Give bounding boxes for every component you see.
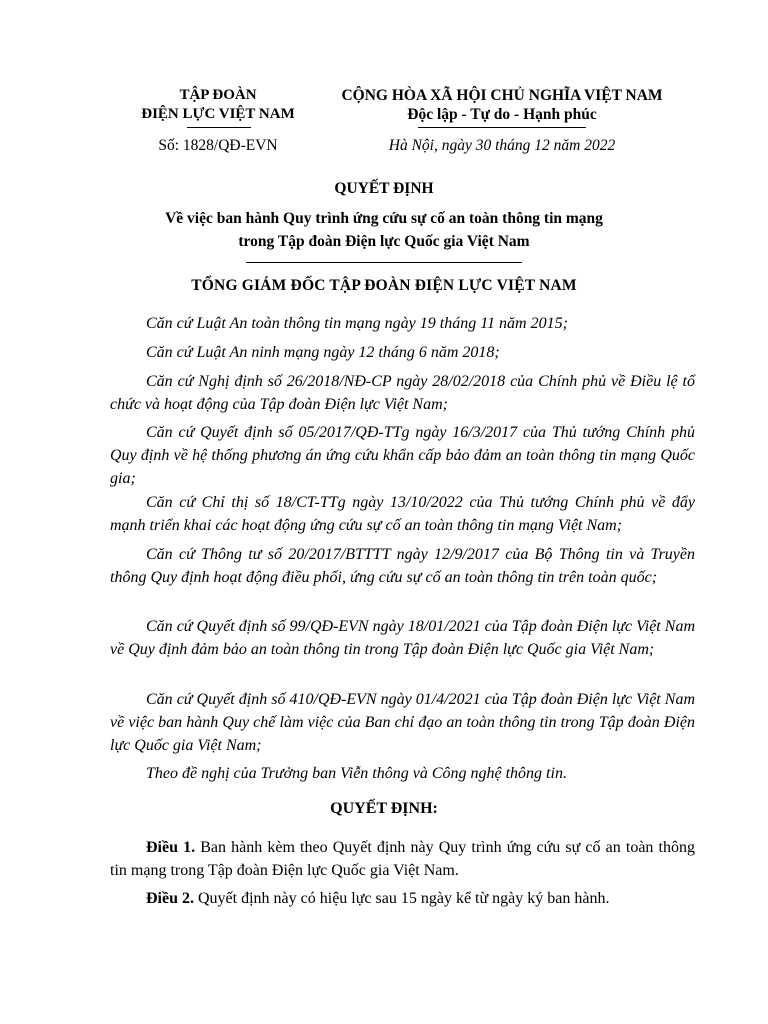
- place-date: Hà Nội, ngày 30 tháng 12 năm 2022: [388, 137, 616, 154]
- basis-5: Căn cứ Chỉ thị số 18/CT-TTg ngày 13/10/2022 của Thủ tướng Chính phủ về đẩy mạnh triển khai các hoạt động ứng cứu sự cố an toàn thông tin mạng Việt Nam;: [110, 494, 695, 534]
- decision-heading: QUYẾT ĐỊNH:: [330, 800, 438, 817]
- article-2-text: Quyết định này có hiệu lực sau 15 ngày kể từ ngày ký ban hành.: [194, 890, 610, 907]
- org-underline: [187, 127, 251, 128]
- subject-line-1: Về việc ban hành Quy trình ứng cứu sự cố an toàn thông tin mạng: [165, 210, 603, 227]
- basis-3: Căn cứ Nghị định số 26/2018/NĐ-CP ngày 28/02/2018 của Chính phủ về Điều lệ tổ chức và hoạt động của Tập đoàn Điện lực Việt Nam;: [110, 373, 695, 413]
- article-1: [110, 836, 695, 882]
- basis-7: Căn cứ Quyết định số 99/QĐ-EVN ngày 18/01/2021 của Tập đoàn Điện lực Việt Nam về Quy định đảm bảo an toàn thông tin trong Tập đoàn Điện lực Quốc gia Việt Nam;: [110, 618, 695, 658]
- basis-9: Theo đề nghị của Trưởng ban Viễn thông và Công nghệ thông tin.: [146, 765, 567, 782]
- document-number: Số: 1828/QĐ-EVN: [158, 137, 278, 154]
- document-title: QUYẾT ĐỊNH: [334, 180, 434, 197]
- subject-underline: [246, 262, 522, 263]
- article-1-label: Điều 1.: [146, 839, 196, 856]
- nation-line-2: Độc lập - Tự do - Hạnh phúc: [407, 106, 597, 123]
- org-line-1: TẬP ĐOÀN: [179, 87, 257, 103]
- basis-8: Căn cứ Quyết định số 410/QĐ-EVN ngày 01/4/2021 của Tập đoàn Điện lực Việt Nam về việc ban hành Quy chế làm việc của Ban chỉ đạo an toàn thông tin trong Tập đoàn Điện lực Quốc gia Việt Nam;: [110, 691, 695, 754]
- basis-4: Căn cứ Quyết định số 05/2017/QĐ-TTg ngày 16/3/2017 của Thủ tướng Chính phủ Quy định về hệ thống phương án ứng cứu khẩn cấp bảo đảm an toàn thông tin mạng Quốc gia;: [110, 424, 695, 487]
- motto-underline: [418, 127, 586, 128]
- issuing-organization: [118, 86, 318, 124]
- basis-1: Căn cứ Luật An toàn thông tin mạng ngày 19 tháng 11 năm 2015;: [146, 315, 568, 332]
- national-motto: [322, 86, 682, 124]
- nation-line-1: CỘNG HÒA XÃ HỘI CHỦ NGHĨA VIỆT NAM: [341, 87, 663, 104]
- article-2: [110, 887, 695, 910]
- issuing-authority: TỔNG GIÁM ĐỐC TẬP ĐOÀN ĐIỆN LỰC VIỆT NAM: [191, 277, 577, 294]
- org-line-2: ĐIỆN LỰC VIỆT NAM: [141, 106, 295, 122]
- subject-line-2: trong Tập đoàn Điện lực Quốc gia Việt Nam: [238, 233, 530, 250]
- basis-6: Căn cứ Thông tư số 20/2017/BTTTT ngày 12/9/2017 của Bộ Thông tin và Truyền thông Quy định hoạt động điều phối, ứng cứu sự cố an toàn thông tin trên toàn quốc;: [110, 546, 695, 586]
- article-2-label: Điều 2.: [146, 890, 194, 907]
- basis-2: Căn cứ Luật An ninh mạng ngày 12 tháng 6 năm 2018;: [146, 344, 500, 361]
- article-1-text: Ban hành kèm theo Quyết định này Quy trình ứng cứu sự cố an toàn thông tin mạng trong Tập đoàn Điện lực Quốc gia Việt Nam.: [110, 839, 695, 879]
